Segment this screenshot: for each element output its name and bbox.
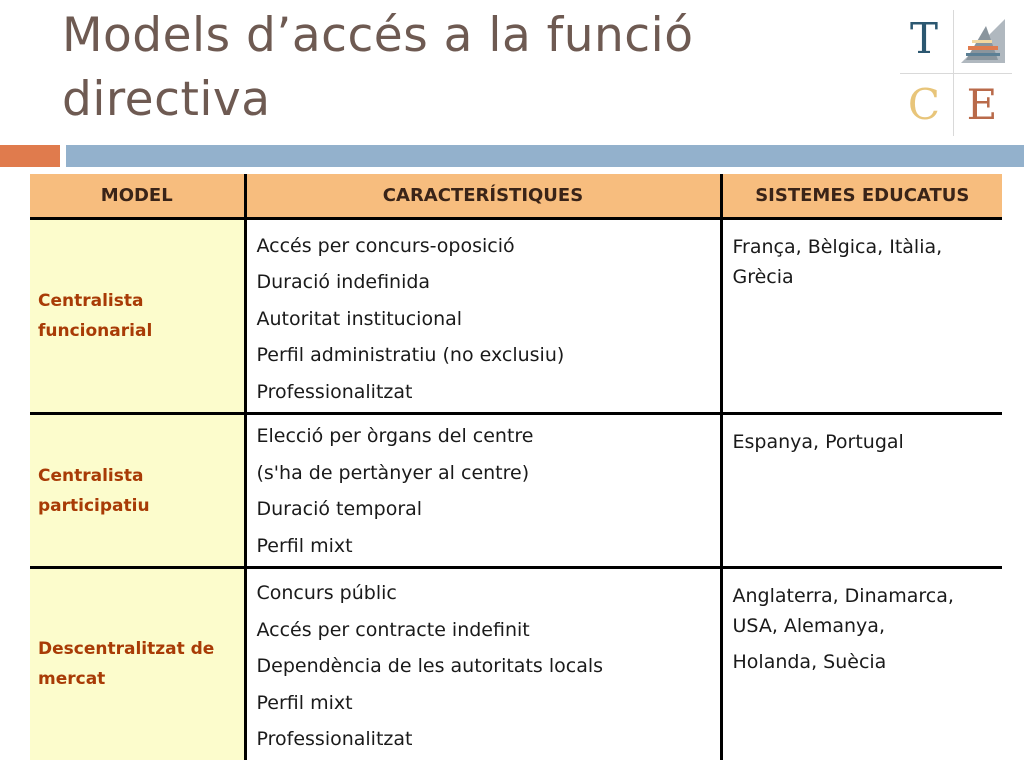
model-name-line: Centralista <box>38 290 144 311</box>
characteristics-cell <box>245 568 721 760</box>
model-name-line: participatiu <box>38 495 150 516</box>
characteristic-item: Duració indefinida <box>256 271 431 293</box>
systems-cell <box>721 218 1002 414</box>
logo-emblem-icon <box>958 16 1008 66</box>
characteristic-item: Accés per concurs-oposició <box>256 234 515 257</box>
model-name-line: mercat <box>38 669 106 690</box>
characteristic-item: Elecció per òrgans del centre <box>256 425 534 447</box>
logo-letter-t: T <box>909 14 938 63</box>
table-row <box>30 568 1002 760</box>
tce-logo <box>896 6 1014 136</box>
accent-bar-blue <box>66 145 1024 167</box>
slide-title <box>62 4 862 132</box>
characteristics-cell <box>245 414 721 568</box>
system-line: Holanda, Suècia <box>732 651 887 673</box>
model-name-line: Centralista <box>38 465 144 486</box>
characteristic-item: Duració temporal <box>256 498 423 520</box>
characteristic-item: Accés per contracte indefinit <box>256 618 530 641</box>
systems-cell <box>721 414 1002 568</box>
logo-letter-e: E <box>966 80 998 129</box>
accent-bar-orange <box>0 145 60 167</box>
characteristic-item: Perfil administratiu (no exclusiu) <box>256 344 565 366</box>
table-header-row <box>30 174 1002 218</box>
characteristic-item: Perfil mixt <box>256 534 353 557</box>
system-line: Anglaterra, Dinamarca, <box>732 585 954 607</box>
logo-divider-horizontal <box>900 73 1012 74</box>
characteristics-cell <box>245 218 721 414</box>
slide-title-line-2: directiva <box>62 72 271 127</box>
system-line: Grècia <box>732 265 794 288</box>
characteristic-item: Dependència de les autoritats locals <box>256 655 604 677</box>
characteristic-item: Professionalitzat <box>256 728 413 750</box>
logo-letter-c: C <box>907 80 941 129</box>
system-line: Espanya, Portugal <box>732 431 904 453</box>
models-table <box>30 174 1002 760</box>
model-name-line: funcionarial <box>38 320 153 341</box>
characteristic-item: (s'ha de pertànyer al centre) <box>256 461 530 484</box>
characteristic-item: Perfil mixt <box>256 691 353 714</box>
header-systems: SISTEMES EDUCATUS <box>721 174 1002 218</box>
characteristic-item: Professionalitzat <box>256 380 413 403</box>
system-line: França, Bèlgica, Itàlia, <box>732 235 943 258</box>
header-characteristics: CARACTERÍSTIQUES <box>245 174 721 218</box>
model-name-line: Descentralitzat de <box>38 639 215 660</box>
header-model: MODEL <box>30 174 245 218</box>
model-cell <box>30 568 245 760</box>
table-row <box>30 218 1002 414</box>
model-cell <box>30 218 245 414</box>
characteristic-item: Autoritat institucional <box>256 307 463 330</box>
systems-cell <box>721 568 1002 760</box>
table-row <box>30 414 1002 568</box>
system-line: USA, Alemanya, <box>732 615 885 637</box>
slide-title-line-1: Models d’accés a la funció <box>62 8 694 63</box>
characteristic-item: Concurs públic <box>256 582 397 604</box>
model-cell <box>30 414 245 568</box>
